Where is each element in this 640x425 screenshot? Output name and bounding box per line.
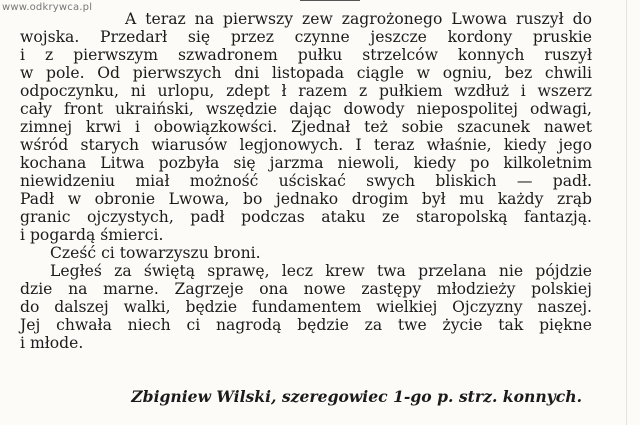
text-line: w pole. Od pierwszych dni listopada ciągle w ogniu, bez chwili: [20, 64, 592, 82]
text-line: odpoczynku, ni urlopu, zdept ł razem z pułkiem wzdłuż i wszerz: [20, 82, 592, 100]
article-text: [20, 10, 592, 352]
author-signature: Zbigniew Wilski, szeregowiec 1-go p. strz. konnych.: [131, 387, 582, 406]
text-line: zimnej krwi i obowiązkowści. Zjednał też sobie szacunek nawet: [20, 118, 592, 136]
text-line: granic ojczystych, padł podczas ataku ze staropolską fantazją.: [20, 208, 592, 226]
page-edge: [626, 0, 627, 425]
text-line: niewidzeniu miał możność uściskać swych bliskich — padł.: [20, 172, 592, 190]
text-line: Ległeś za świętą sprawę, lecz krew twa przelana nie pójdzie: [50, 262, 592, 280]
text-line: i młode.: [20, 334, 84, 352]
text-line: do dalszej walki, będzie fundamentem wielkiej Ojczyzny naszej.: [20, 298, 592, 316]
text-line: i pogardą śmierci.: [20, 226, 164, 244]
text-line: Jej chwała niech ci nagrodą będzie za twe życie tak piękne: [20, 316, 592, 334]
text-line: i z pierwszym szwadronem pułku strzelców konnych ruszył: [20, 46, 592, 64]
text-line: cały front ukraiński, wszędzie dając dowody niepospolitej odwagi,: [20, 100, 592, 118]
text-line: Padł w obronie Lwowa, bo jednako drogim był mu każdy zrąb: [20, 190, 592, 208]
text-line: A teraz na pierwszy zew zagrożonego Lwowa ruszył do: [125, 10, 592, 28]
text-line: wojska. Przedarł się przez czynne jeszcze kordony pruskie: [20, 28, 592, 46]
text-line: dzie na marne. Zagrzeje ona nowe zastępy młodzieży polskiej: [20, 280, 592, 298]
text-line: kochana Litwa pozbyła się jarzma niewoli, kiedy po kilkoletnim: [20, 154, 592, 172]
top-rule: [300, 0, 360, 1]
text-line: Cześć ci towarzyszu broni.: [50, 244, 261, 262]
text-line: wśród starych wiarusów legjonowych. I teraz właśnie, kiedy jego: [20, 136, 592, 154]
watermark: www.odkrywca.pl: [2, 2, 93, 13]
